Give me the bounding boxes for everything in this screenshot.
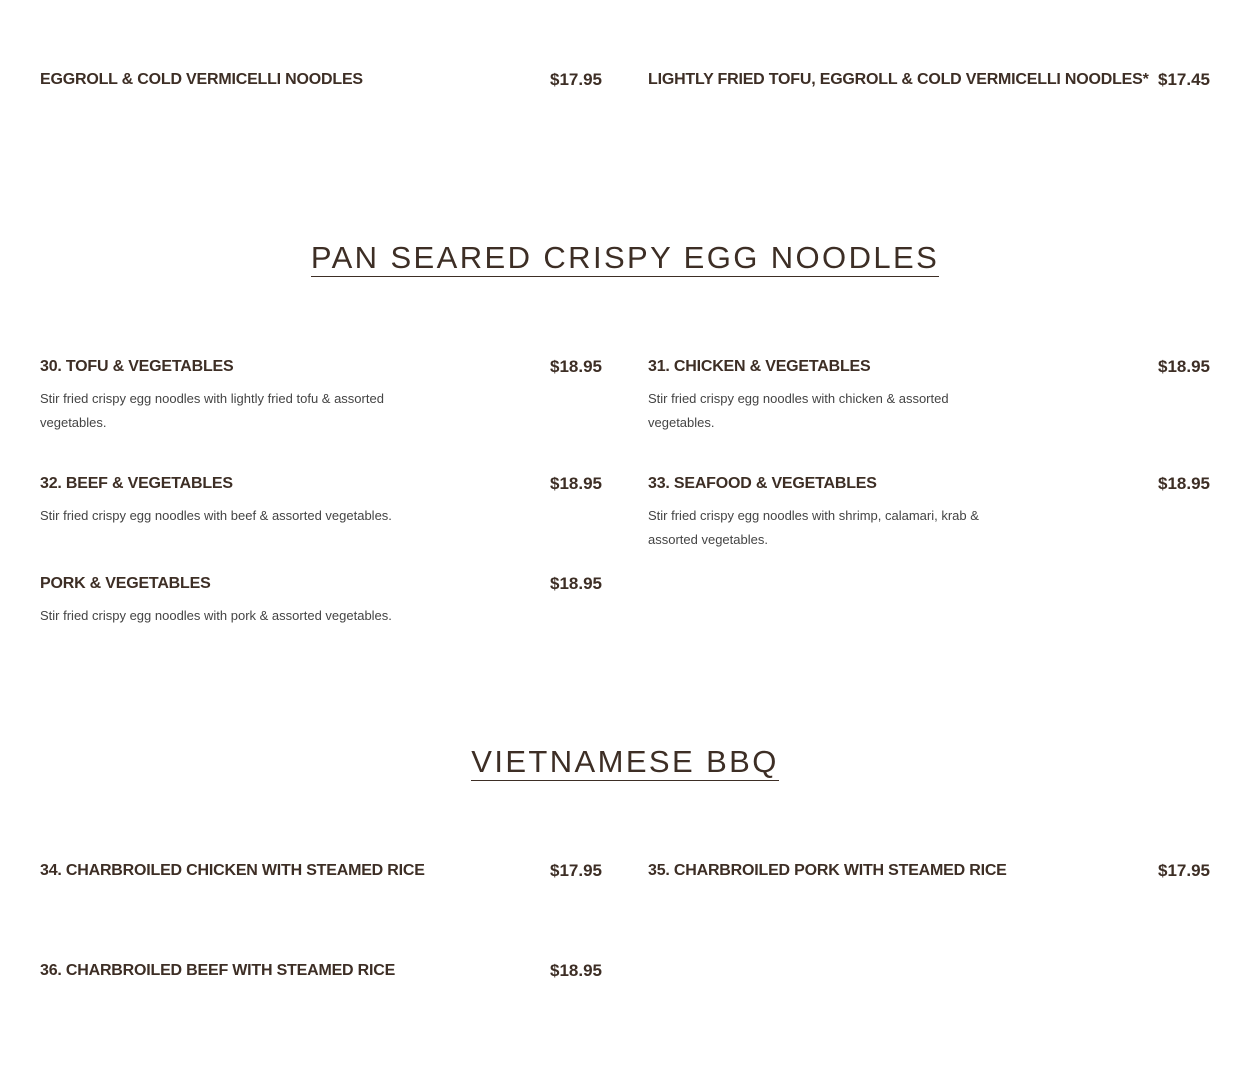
menu-item-title: 35. CHARBROILED PORK WITH STEAMED RICE — [648, 862, 1007, 879]
section-heading-vietnamese-bbq — [0, 744, 1250, 781]
menu-item-price: $17.95 — [550, 861, 602, 880]
menu-item-title: 30. TOFU & VEGETABLES — [40, 358, 234, 375]
menu-item-title: 33. SEAFOOD & VEGETABLES — [648, 475, 877, 492]
menu-item-title: 31. CHICKEN & VEGETABLES — [648, 358, 871, 375]
menu-item-description: Stir fried crispy egg noodles with chicken & assorted vegetables. — [648, 391, 949, 430]
menu-item-price: $17.45 — [1158, 70, 1210, 89]
section-heading-crispy-egg-noodles — [0, 240, 1250, 277]
menu-item-price: $18.95 — [1158, 357, 1210, 376]
menu-item-title: 32. BEEF & VEGETABLES — [40, 475, 233, 492]
menu-item-price: $17.95 — [1158, 861, 1210, 880]
menu-item-title: LIGHTLY FRIED TOFU, EGGROLL & COLD VERMICELLI NOODLES* — [648, 71, 1149, 88]
menu-item-price: $18.95 — [550, 961, 602, 980]
menu-item-title: EGGROLL & COLD VERMICELLI NOODLES — [40, 71, 363, 88]
menu-item-title: 36. CHARBROILED BEEF WITH STEAMED RICE — [40, 962, 396, 979]
menu-item-price: $18.95 — [550, 474, 602, 493]
menu-item-price: $18.95 — [550, 574, 602, 593]
menu-item-title: 34. CHARBROILED CHICKEN WITH STEAMED RICE — [40, 862, 425, 879]
menu-item-price: $18.95 — [1158, 474, 1210, 493]
menu-item-price: $17.95 — [550, 70, 602, 89]
menu-item-title: PORK & VEGETABLES — [40, 575, 211, 592]
menu-item-description: Stir fried crispy egg noodles with lightly fried tofu & assorted vegetables. — [40, 391, 384, 430]
section-heading-text: VIETNAMESE BBQ — [471, 744, 779, 779]
section-heading-text: PAN SEARED CRISPY EGG NOODLES — [310, 240, 940, 275]
menu-item-description: Stir fried crispy egg noodles with beef & assorted vegetables. — [40, 508, 392, 523]
menu-item-price: $18.95 — [550, 357, 602, 376]
menu-item-description: Stir fried crispy egg noodles with pork & assorted vegetables. — [40, 608, 392, 623]
menu-item-description: Stir fried crispy egg noodles with shrimp, calamari, krab & assorted vegetables. — [648, 508, 979, 547]
